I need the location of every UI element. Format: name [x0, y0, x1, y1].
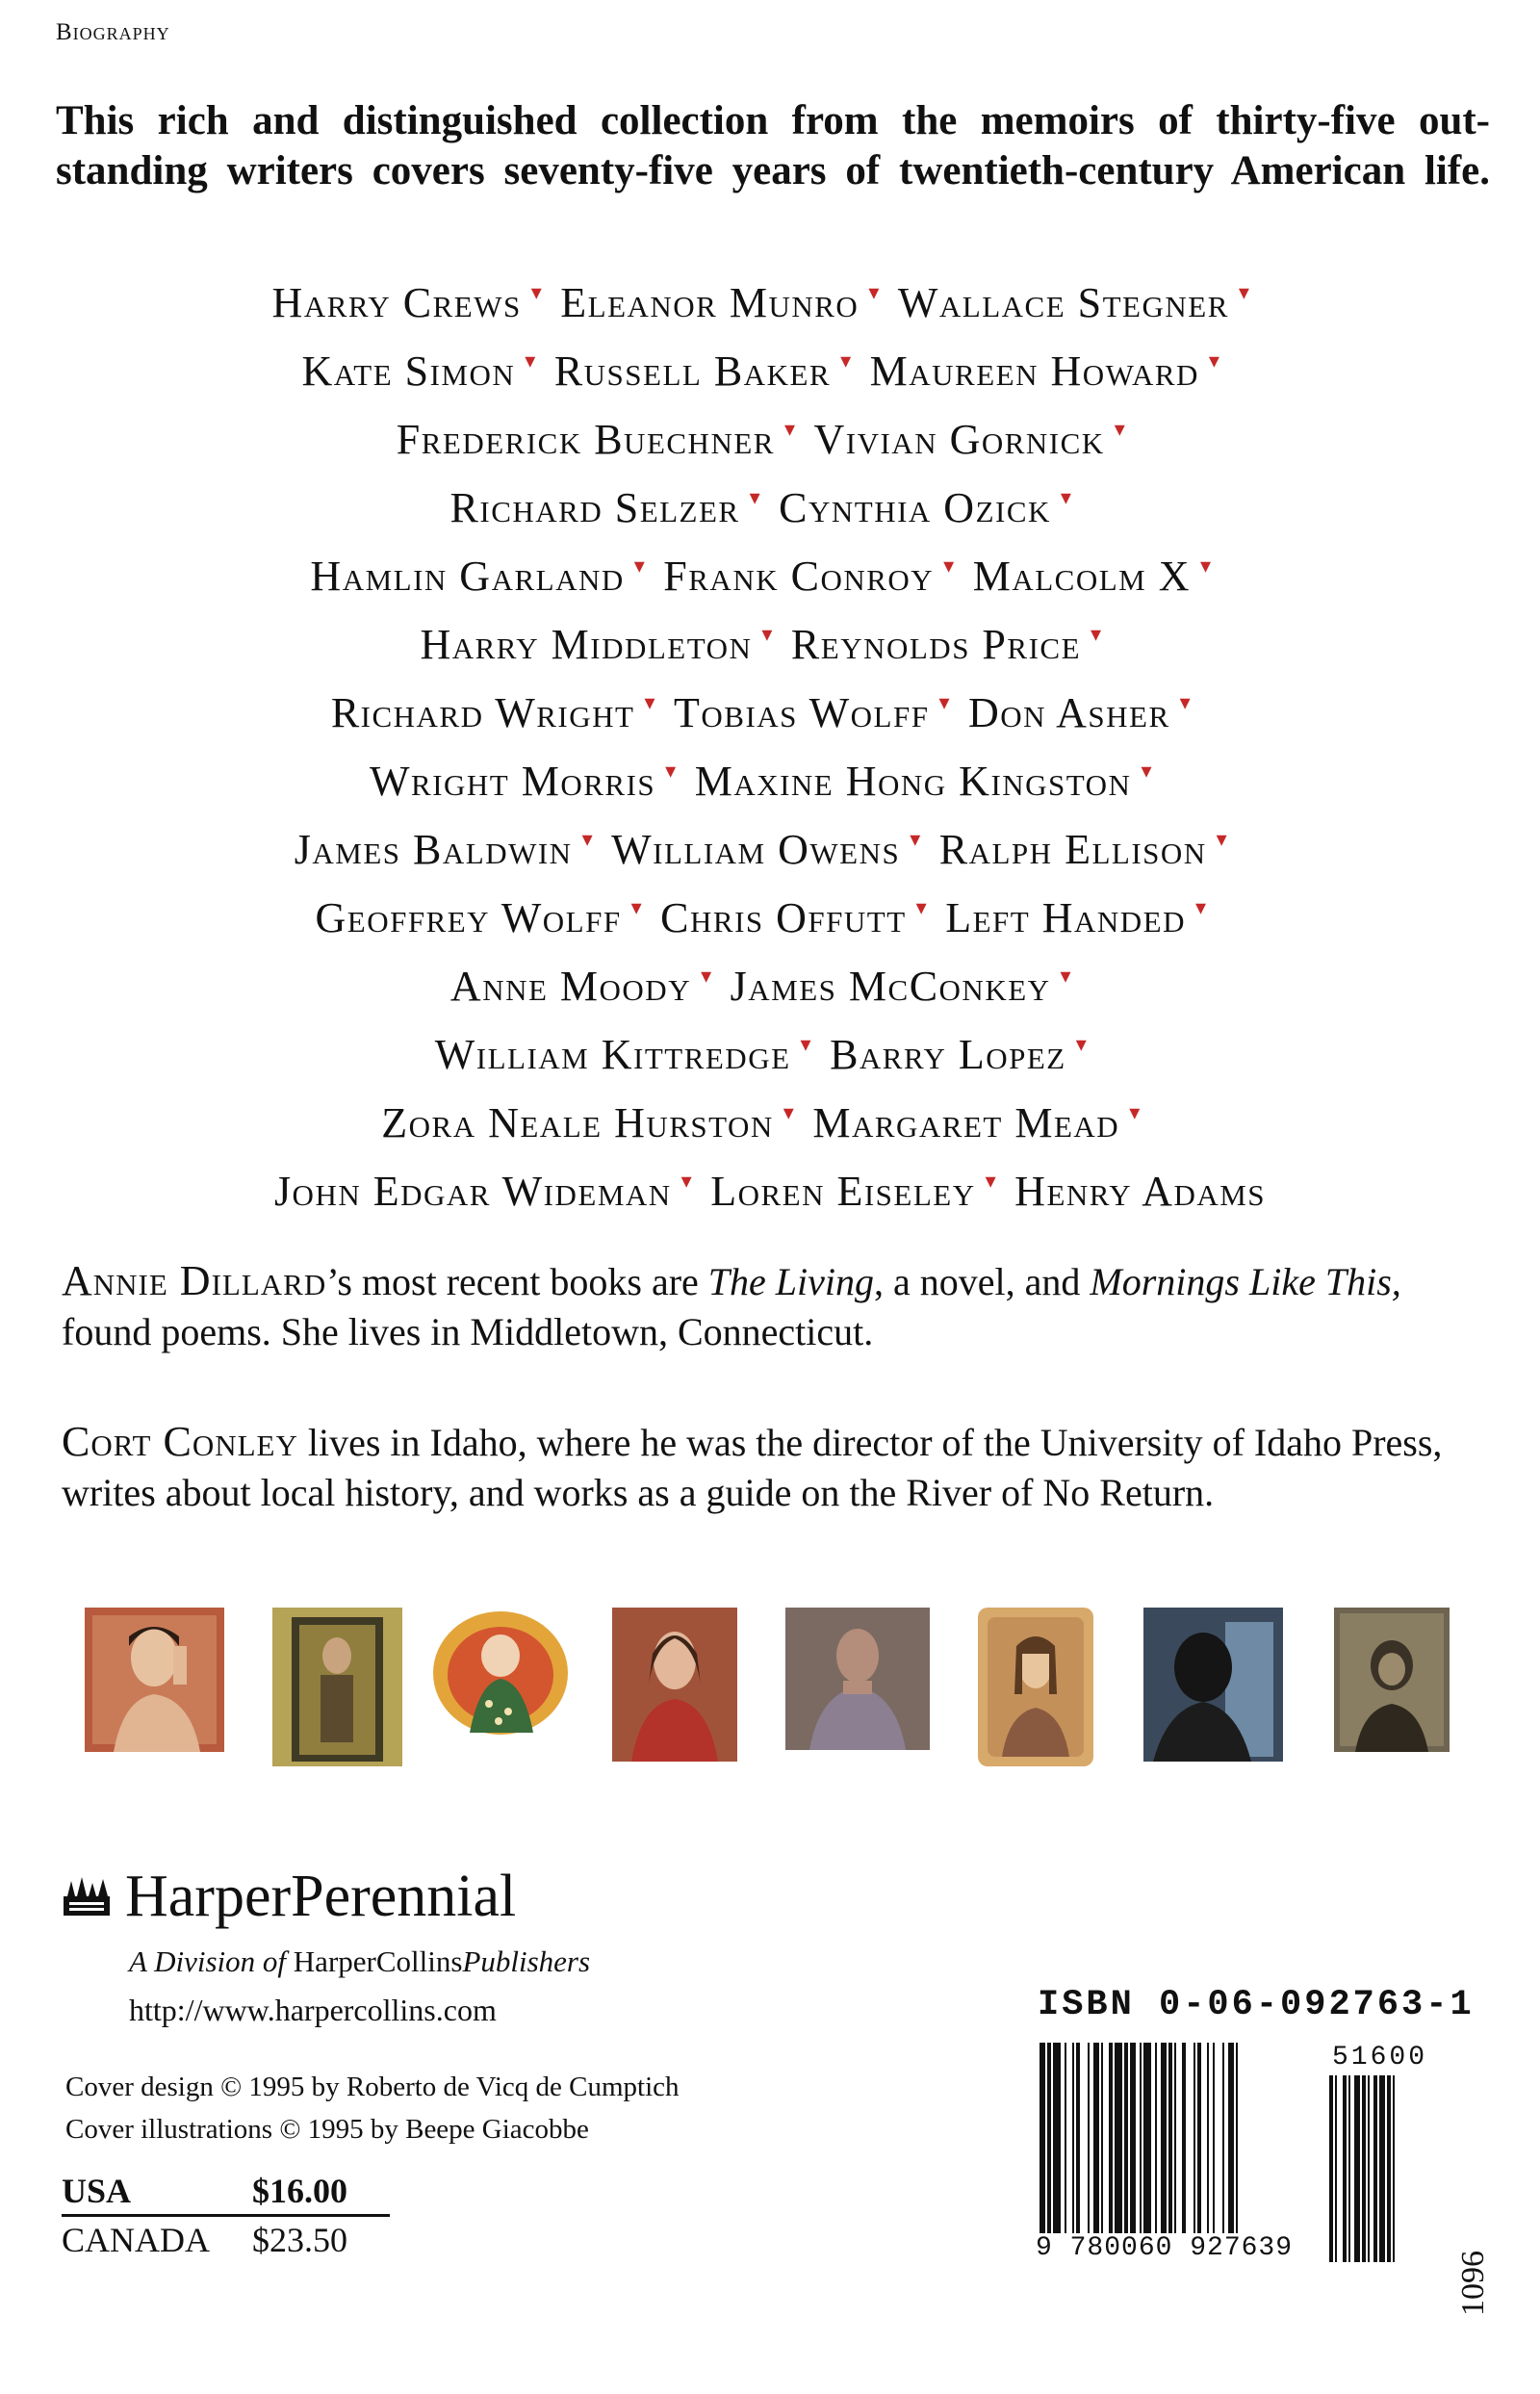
barcode-bar — [1213, 2043, 1215, 2252]
barcode-addon-bar — [1379, 2075, 1385, 2262]
price-amount: $23.50 — [252, 2221, 348, 2259]
separator-icon: ▾ — [943, 553, 956, 578]
barcode-bar — [1101, 2043, 1103, 2252]
contributor-row — [0, 736, 1540, 805]
price-block — [62, 2168, 390, 2263]
contributor-name: Richard Selzer — [449, 484, 740, 531]
separator-icon: ▾ — [840, 348, 853, 373]
contributor-name: Russell Baker — [553, 348, 832, 395]
barcode-bar — [1182, 2043, 1186, 2252]
contributor-name: Frederick Buechner — [396, 416, 775, 463]
barcode-bar — [1174, 2043, 1176, 2252]
separator-icon: ▾ — [1141, 759, 1153, 783]
contributor-name: Zora Neale Hurston — [381, 1099, 774, 1146]
barcode-bar — [1228, 2043, 1234, 2252]
publisher-url[interactable]: http://www.harpercollins.com — [129, 1993, 497, 2027]
contributor-name: William Owens — [611, 826, 901, 873]
separator-icon: ▾ — [665, 759, 678, 783]
book-title: Mornings Like This, — [1090, 1260, 1401, 1303]
separator-icon: ▾ — [1075, 1032, 1089, 1056]
contributor-name: Ralph Ellison — [938, 826, 1207, 873]
illustration-strip — [85, 1608, 1471, 1776]
barcode-bar — [1053, 2043, 1061, 2252]
contributor-row — [0, 600, 1540, 668]
headline — [56, 96, 1490, 196]
book-title: The Living — [707, 1260, 875, 1303]
separator-icon: ▾ — [1179, 690, 1193, 714]
isbn-number: ISBN 0-06-092763-1 — [1038, 1985, 1475, 2025]
separator-icon: ▾ — [783, 1100, 796, 1124]
separator-icon: ▾ — [1114, 417, 1127, 441]
bio-annie-dillard — [62, 1256, 1496, 1357]
separator-icon: ▾ — [783, 417, 797, 441]
portrait-illustration-2 — [272, 1608, 402, 1766]
separator-icon: ▾ — [581, 827, 595, 851]
contributor-name: Loren Eiseley — [710, 1168, 976, 1215]
price-region: CANADA — [62, 2221, 211, 2259]
separator-icon: ▾ — [630, 895, 644, 919]
separator-icon: ▾ — [761, 622, 774, 646]
barcode-addon-bar — [1393, 2075, 1395, 2262]
separator-icon: ▾ — [701, 964, 713, 988]
publisher-logo — [62, 1863, 516, 1930]
contributor-row — [0, 668, 1540, 736]
separator-icon: ▾ — [915, 895, 929, 919]
author-name: Annie Dillard — [62, 1257, 327, 1304]
contributor-name: Harry Crews — [271, 279, 522, 326]
barcode-addon-bar — [1373, 2075, 1377, 2262]
contributor-name: James McConkey — [730, 963, 1051, 1010]
contributor-name: Harry Middleton — [420, 621, 753, 668]
separator-icon: ▾ — [680, 1169, 694, 1193]
barcode-bar — [1168, 2043, 1172, 2252]
contributor-name: Eleanor Munro — [560, 279, 860, 326]
contributor-list — [0, 258, 1540, 1215]
contributor-name: Maureen Howard — [869, 348, 1199, 395]
barcode-bar — [1109, 2043, 1113, 2252]
barcode-bar — [1072, 2043, 1074, 2252]
contributor-name: Malcolm X — [972, 553, 1192, 600]
contributor-name: Chris Offutt — [660, 894, 907, 941]
bio-text: ’s most recent books are — [326, 1260, 708, 1303]
price-row-canada — [62, 2216, 390, 2264]
contributor-name: Maxine Hong Kingston — [694, 758, 1132, 805]
contributor-name: Barry Lopez — [830, 1031, 1066, 1078]
headline-line-2: standing writers covers seventy-five years of twentieth-century American life. — [56, 148, 1490, 193]
bio-text: , a novel, and — [874, 1260, 1091, 1303]
price-region: USA — [62, 2168, 252, 2216]
contributor-name: Wright Morris — [369, 758, 656, 805]
barcode-bar — [1115, 2043, 1122, 2252]
barcode-bar — [1076, 2043, 1080, 2252]
spine-code: 1096 — [1455, 2251, 1491, 2316]
separator-icon: ▾ — [1129, 1100, 1142, 1124]
barcode-bar — [1130, 2043, 1136, 2252]
separator-icon: ▾ — [1238, 280, 1251, 304]
contributor-name: Cynthia Ozick — [779, 484, 1051, 531]
contributor-name: Henry Adams — [1014, 1168, 1267, 1215]
contributor-name: Kate Simon — [301, 348, 516, 395]
cover-illustration-credit: Cover illustrations © 1995 by Beepe Giacobbe — [65, 2114, 589, 2145]
contributor-row — [0, 1146, 1540, 1215]
bio-text: lives in Idaho, where he was the director of the University of Idaho Press, writes about local history, and works as a guide on the River of No Return. — [62, 1421, 1443, 1514]
barcode-bar — [1065, 2043, 1066, 2252]
portrait-illustration-7 — [1143, 1608, 1283, 1762]
contributor-name: Anne Moody — [449, 963, 692, 1010]
barcode-bar — [1143, 2043, 1151, 2252]
barcode-bar — [1047, 2043, 1051, 2252]
barcode-addon-bar — [1368, 2075, 1370, 2262]
price-row-usa — [62, 2168, 390, 2216]
separator-icon: ▾ — [868, 280, 881, 304]
contributor-row — [0, 941, 1540, 1010]
contributor-name: Tobias Wolff — [674, 689, 930, 736]
publisher-division — [129, 1943, 590, 1981]
headline-line-1: This rich and distinguished collection from the memoirs of thirty-five out- — [56, 98, 1490, 143]
contributor-name: James Baldwin — [294, 826, 573, 873]
contributor-name: Geoffrey Wolff — [315, 894, 622, 941]
barcode-digits: 9 780060 927639 — [1036, 2233, 1294, 2263]
separator-icon: ▾ — [1208, 348, 1221, 373]
barcode-bar — [1222, 2043, 1224, 2252]
contributor-name: Wallace Stegner — [897, 279, 1229, 326]
portrait-illustration-4 — [612, 1608, 737, 1762]
barcode-addon-bar — [1329, 2075, 1333, 2262]
barcode-bar — [1088, 2043, 1090, 2252]
contributor-row — [0, 531, 1540, 600]
contributor-row — [0, 258, 1540, 326]
contributor-row — [0, 805, 1540, 873]
barcode-bar — [1155, 2043, 1157, 2252]
separator-icon: ▾ — [1194, 895, 1208, 919]
contributor-name: Reynolds Price — [790, 621, 1082, 668]
division-prefix: A Division of — [129, 1944, 294, 1978]
separator-icon: ▾ — [633, 553, 647, 578]
division-name: HarperCollins — [293, 1944, 463, 1978]
barcode-addon-bar — [1335, 2075, 1337, 2262]
author-name: Cort Conley — [62, 1418, 298, 1465]
barcode-bar — [1040, 2043, 1045, 2252]
barcode-bar — [1207, 2043, 1209, 2252]
contributor-name: Richard Wright — [330, 689, 635, 736]
contributor-row — [0, 1078, 1540, 1146]
separator-icon: ▾ — [530, 280, 544, 304]
price-table — [62, 2168, 390, 2263]
contributor-name: Margaret Mead — [812, 1099, 1120, 1146]
separator-icon: ▾ — [644, 690, 656, 714]
barcode-addon-bar — [1387, 2075, 1391, 2262]
bio-cort-conley — [62, 1417, 1496, 1518]
contributor-row — [0, 1010, 1540, 1078]
portrait-illustration-3 — [431, 1608, 571, 1738]
barcode-addon-bar — [1362, 2075, 1366, 2262]
barcode-addon-bar — [1343, 2075, 1347, 2262]
contributor-name: William Kittredge — [434, 1031, 791, 1078]
separator-icon: ▾ — [985, 1169, 998, 1193]
separator-icon: ▾ — [1200, 553, 1213, 578]
barcode-bar — [1161, 2043, 1167, 2252]
barcode-bar — [1197, 2043, 1201, 2252]
barcode-bar — [1093, 2043, 1099, 2252]
division-suffix: Publishers — [462, 1944, 591, 1978]
barcode-addon-digits: 51600 — [1332, 2043, 1428, 2072]
separator-icon: ▾ — [1060, 964, 1073, 988]
barcode-addon-bar — [1354, 2075, 1360, 2262]
harper-fire-logo-icon — [62, 1875, 112, 1918]
barcode-bar — [1236, 2043, 1238, 2252]
publisher-name: HarperPerennial — [125, 1864, 517, 1929]
contributor-row — [0, 873, 1540, 941]
contributor-name: Hamlin Garland — [310, 553, 625, 600]
contributor-row — [0, 326, 1540, 395]
portrait-illustration-8 — [1334, 1608, 1450, 1752]
barcode-addon-bar — [1348, 2075, 1350, 2262]
barcode-bar — [1194, 2043, 1195, 2252]
separator-icon: ▾ — [1060, 485, 1073, 509]
barcode-bar — [1124, 2043, 1128, 2252]
contributor-name: John Edgar Wideman — [273, 1168, 672, 1215]
contributor-name: Vivian Gornick — [813, 416, 1105, 463]
contributor-name: Left Handed — [945, 894, 1186, 941]
separator-icon: ▾ — [1091, 622, 1103, 646]
contributor-row — [0, 463, 1540, 531]
category-label: Biography — [56, 19, 170, 45]
separator-icon: ▾ — [1216, 827, 1229, 851]
contributor-name: Don Asher — [967, 689, 1170, 736]
barcode-bar — [1140, 2043, 1142, 2252]
cover-design-credit: Cover design © 1995 by Roberto de Vicq de Cumptich — [65, 2072, 680, 2102]
contributor-row — [0, 395, 1540, 463]
portrait-illustration-6 — [978, 1608, 1093, 1766]
separator-icon: ▾ — [525, 348, 537, 373]
portrait-illustration-5 — [785, 1608, 930, 1750]
bio-text: found poems. She lives in Middletown, Connecticut. — [62, 1310, 874, 1353]
contributor-name: Frank Conroy — [663, 553, 935, 600]
price-amount: $16.00 — [252, 2168, 390, 2216]
portrait-illustration-1 — [85, 1608, 224, 1752]
barcode — [1036, 2043, 1488, 2264]
separator-icon: ▾ — [938, 690, 951, 714]
separator-icon: ▾ — [910, 827, 922, 851]
separator-icon: ▾ — [749, 485, 762, 509]
separator-icon: ▾ — [800, 1032, 813, 1056]
cover-credits — [65, 2066, 680, 2150]
